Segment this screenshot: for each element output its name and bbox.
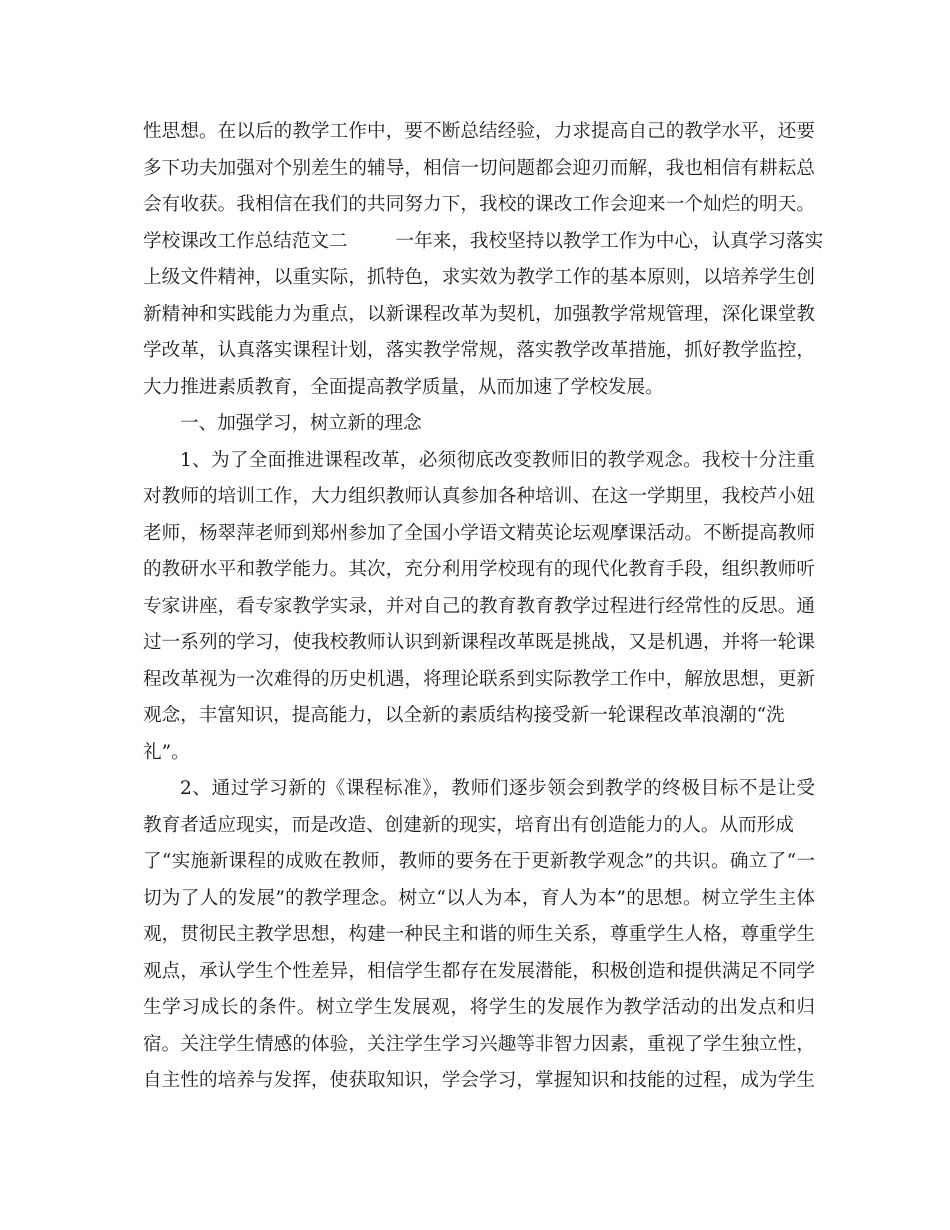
body-line-23: 观，贯彻民主教学思想，构建一种民主和谐的师生关系，尊重学生人格，尊重学生 xyxy=(143,924,815,945)
body-line-2: 多下功夫加强对个别差生的辅导，相信一切问题都会迎刃而解，我也相信有耕耘总 xyxy=(143,157,815,179)
document-body xyxy=(143,114,824,1100)
body-line-17: 观念，丰富知识，提高能力，以全新的素质结构接受新一轮课程改革浪潮的“洗 xyxy=(143,705,785,726)
body-line-7: 学改革，认真落实课程计划，落实教学常规，落实教学改革措施，抓好教学监控， xyxy=(143,340,815,361)
body-line-20: 教育者适应现实，而是改造、创建新的现实，培育出有创造能力的人。从而形成 xyxy=(143,814,794,836)
body-line-12: 老师，杨翠萍老师到郑州参加了全国小学语文精英论坛观摩课活动。不断提高教师 xyxy=(143,522,815,544)
body-line-15: 过一系列的学习，使我校教师认识到新课程改革既是挑战，又是机遇，并将一轮课 xyxy=(143,632,815,653)
body-line-6: 新精神和实践能力为重点，以新课程改革为契机，加强教学常规管理，深化课堂教 xyxy=(143,303,815,325)
body-line-27: 自主性的培养与发挥，使获取知识，学会学习，掌握知识和技能的过程，成为学生 xyxy=(143,1070,815,1091)
body-line-3: 会有收获。我相信在我们的共同努力下，我校的课改工作会迎来一个灿烂的明天。 xyxy=(143,194,815,215)
body-line-11: 对教师的培训工作，大力组织教师认真参加各种培训、在这一学期里，我校芦小妞 xyxy=(143,486,815,507)
section-intro: 一年来，我校坚持以教学工作为中心，认真学习落实 xyxy=(395,230,824,252)
body-line-1: 性思想。在以后的教学工作中，要不断总结经验，力求提高自己的教学水平，还要 xyxy=(143,121,815,142)
body-line-14: 专家讲座，看专家教学实录，并对自己的教育教育教学过程进行经常性的反思。通 xyxy=(143,595,815,617)
body-line-18: 礼”。 xyxy=(143,741,190,763)
body-line-4 xyxy=(143,224,824,261)
body-line-25: 生学习成长的条件。树立学生发展观，将学生的发展作为教学活动的出发点和归 xyxy=(143,997,815,1018)
body-line-22: 切为了人的发展”的教学理念。树立“以人为本，育人为本”的思想。树立学生主体 xyxy=(143,887,815,909)
body-line-8: 大力推进素质教育，全面提高教学质量，从而加速了学校发展。 xyxy=(143,376,664,398)
body-line-16: 程改革视为一次难得的历史机遇，将理论联系到实际教学工作中，解放思想，更新 xyxy=(143,668,815,690)
body-line-10: 1、为了全面推进课程改革，必须彻底改变教师旧的教学观念。我校十分注重 xyxy=(180,449,815,471)
section-title: 学校课改工作总结范文二 xyxy=(143,230,348,252)
body-line-26: 宿。关注学生情感的体验，关注学生学习兴趣等非智力因素，重视了学生独立性， xyxy=(143,1033,815,1055)
heading-line: 一、加强学习，树立新的理念 xyxy=(180,413,422,434)
body-line-13: 的教研水平和教学能力。其次，充分利用学校现有的现代化教育手段，组织教师听 xyxy=(143,559,815,580)
body-line-21: 了“实施新课程的成败在教师，教师的要务在于更新教学观念”的共识。确立了“一 xyxy=(143,851,815,872)
body-line-19: 2、通过学习新的《课程标准》，教师们逐步领会到教学的终极目标不是让受 xyxy=(180,778,815,799)
body-line-24: 观点，承认学生个性差异，相信学生都存在发展潜能，积极创造和提供满足不同学 xyxy=(143,960,815,982)
body-line-5: 上级文件精神，以重实际，抓特色，求实效为教学工作的基本原则，以培养学生创 xyxy=(143,267,815,288)
